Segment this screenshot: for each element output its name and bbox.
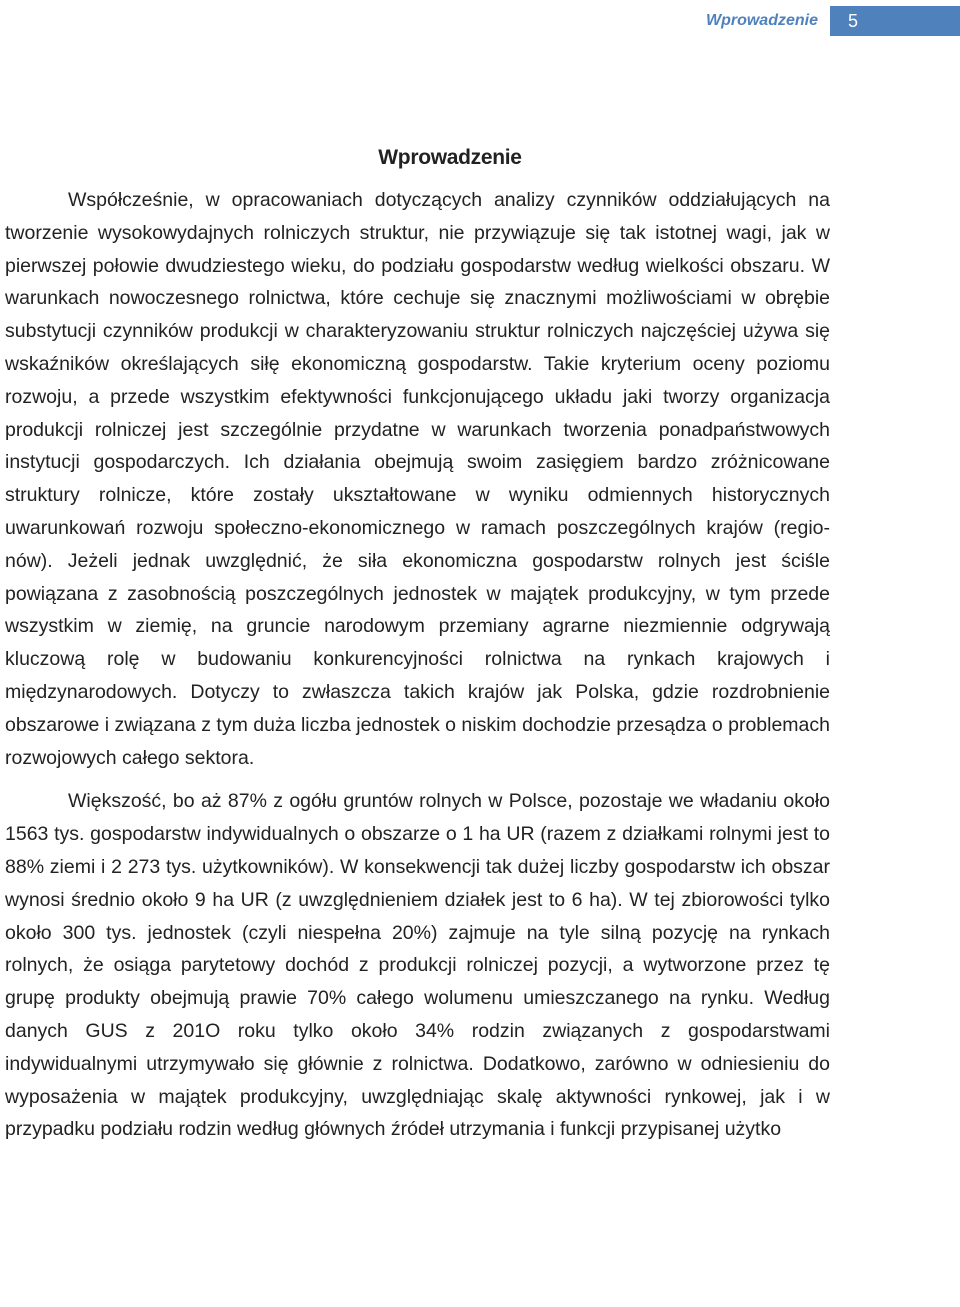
running-header xyxy=(706,6,960,36)
body-text xyxy=(5,184,830,1146)
paragraph-1: Współcześnie, w opracowaniach dotyczących analizy czynników oddziałujących na tworzenie wysokowydajnych rolniczych struktur, nie przywiązuje się tak istotnej wagi, jak w pierwszej połowie dwudziestego wieku, do podziału gospodarstw według wielkości obszaru. W warunkach nowoczesnego rolnictwa, które cechuje się znacznymi możliwościami w obrębie substytucji czynników produkcji w charakteryzowaniu struktur rolniczych najczęściej używa się wskaźników określających siłę ekonomiczną gospodarstw. Takie kryterium oceny poziomu rozwoju, a przede wszystkim efektywności funkcjonującego układu jaki tworzy organizacja produkcji rolniczej jest szczególnie przydatne w warunkach tworzenia ponadpaństwowych instytucji gospodarczych. Ich działania obejmują swoim zasięgiem bardzo zróżnicowane struktury rolnicze, które zostały ukształtowane w wyniku odmiennych historycznych uwarunkowań rozwoju społeczno-ekonomicznego w ramach poszczególnych krajów (regionów). Jeżeli jednak uwzględnić, że siła ekonomiczna gospodarstw rolnych jest ściśle powiązana z zasobnością poszczególnych jednostek w majątek produkcyjny, w tym przede wszystkim w ziemię, na gruncie narodowym przemiany agrarne niezmiennie odgrywają kluczową rolę w budowaniu konkurencyjności rolnictwa na rynkach krajowych i międzynarodowych. Dotyczy to zwłaszcza takich krajów jak Polska, gdzie rozdrobnienie obszarowe i związana z tym duża liczba jednostek o niskim dochodzie przesądza o problemach rozwojowych całego sektora. xyxy=(5,189,830,769)
chapter-title: Wprowadzenie xyxy=(378,146,522,170)
paragraph-2: Większość, bo aż 87% z ogółu gruntów rolnych w Polsce, pozostaje we władaniu około 1563 tys. gospodarstw indywidualnych o obszarze o 1 ha UR (razem z działkami rolnymi jest to 88% ziemi i 2 273 tys. użytkowników). W konsekwencji tak dużej liczby gospodarstw ich obszar wynosi średnio około 9 ha UR (z uwzględnieniem działek jest to 6 ha). W tej zbiorowości tylko około 300 tys. jednostek (czyli niespełna 20%) zajmuje na tyle silną pozycję na rynkach rolnych, że osiąga parytetowy dochód z produkcji rolniczej pozycji, a wytworzone przez tę grupę produkty obejmują prawie 70% całego wolumenu umieszczanego na rynku. Według danych GUS z 201O roku tylko około 34% rodzin związanych z gospodarstwami indywidualnymi utrzymywało się głównie z rolnictwa. Dodatkowo, zarówno w odniesieniu do wyposażenia w majątek produkcyjny, uwzględniając skalę aktywności rynkowej, jak i w przypadku podziału rodzin według głównych źródeł utrzymania i funkcji przypisanej użytko xyxy=(5,790,830,1141)
running-title: Wprowadzenie xyxy=(705,12,818,29)
page-number: 5 xyxy=(830,6,960,36)
